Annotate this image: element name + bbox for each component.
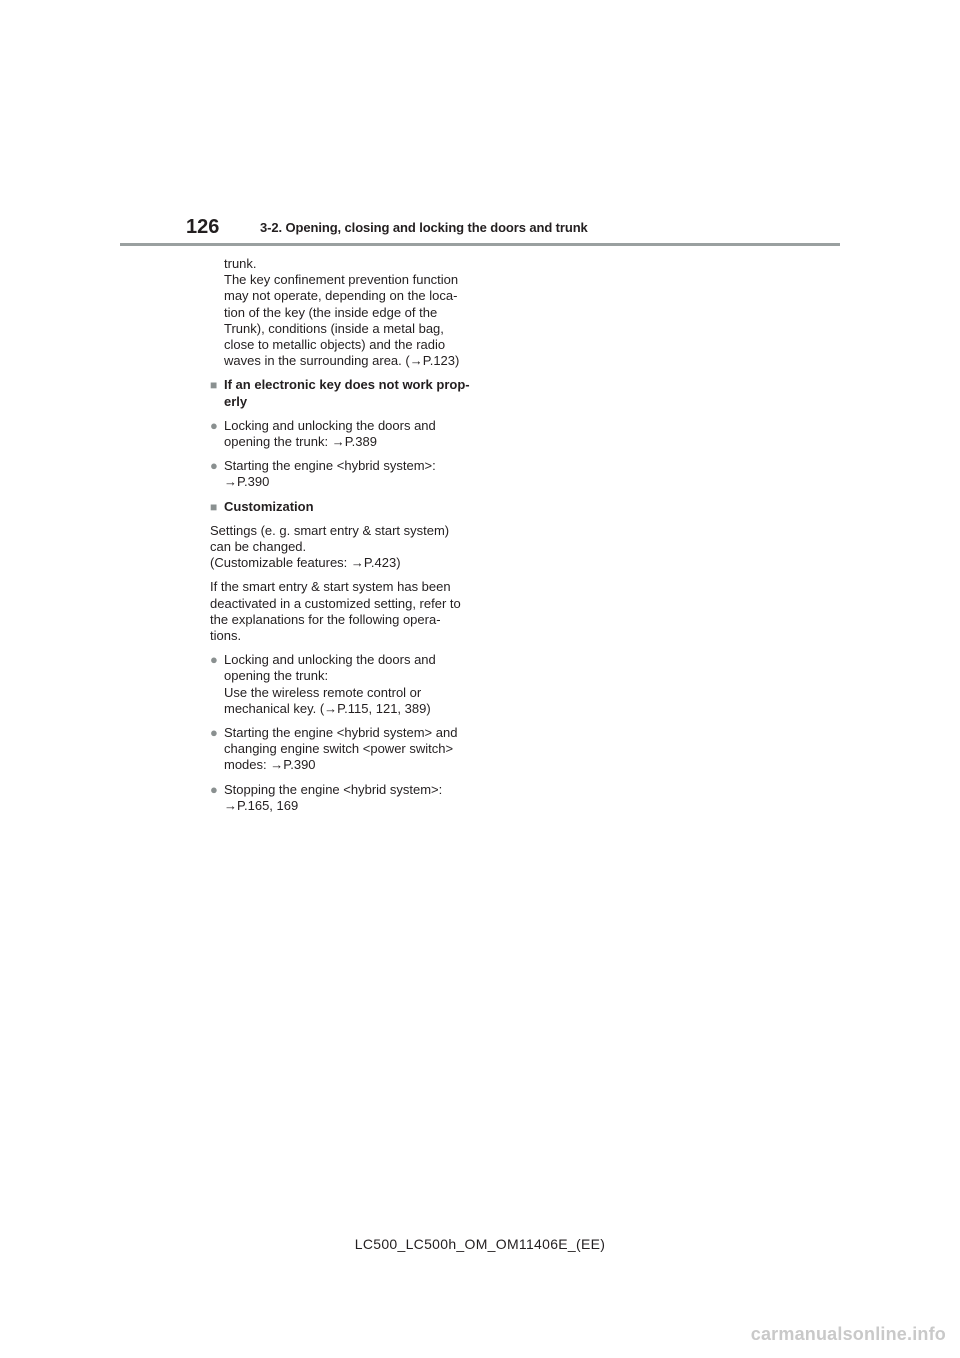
square-heading-icon: ■ bbox=[210, 499, 218, 514]
subheading-text: If an electronic key does not work prop- erly bbox=[224, 377, 470, 409]
list-item-text: Locking and unlocking the doors and opening the trunk: Use the wireless remote control or mechanical key. (→P.115, 121, 389) bbox=[224, 652, 436, 716]
page-number: 126 bbox=[186, 216, 220, 238]
square-heading-icon: ■ bbox=[210, 378, 218, 393]
bullet-dot-icon: ● bbox=[210, 458, 218, 474]
main-content bbox=[210, 256, 472, 822]
list-item-text: Locking and unlocking the doors and opening the trunk: →P.389 bbox=[224, 417, 436, 450]
list-item bbox=[210, 458, 472, 490]
subheading-text: Customization bbox=[224, 498, 314, 514]
customization-paragraph: Settings (e. g. smart entry & start system) can be changed. (Customizable features: →P.423) bbox=[210, 522, 450, 571]
intro-paragraph: trunk. The key confinement prevention function may not operate, depending on the loca- tion of the key (the inside edge of the Trunk), conditions (inside a metal bag, close to metallic objects) and the radio waves in the surrounding area. (→P.123) bbox=[224, 256, 460, 369]
deactivated-paragraph: If the smart entry & start system has been deactivated in a customized setting, refer to the explanations for the following opera- tions. bbox=[210, 579, 461, 644]
bullet-dot-icon: ● bbox=[210, 725, 218, 741]
header-divider bbox=[120, 243, 840, 246]
bullet-dot-icon: ● bbox=[210, 781, 218, 797]
list-item-text: Starting the engine <hybrid system>: →P.390 bbox=[224, 458, 436, 490]
list-item bbox=[210, 652, 472, 717]
bullet-dot-icon: ● bbox=[210, 417, 218, 433]
list-item bbox=[210, 725, 472, 774]
subheading-electronic-key bbox=[210, 377, 472, 409]
document-code: LC500_LC500h_OM_OM11406E_(EE) bbox=[354, 1236, 606, 1252]
page-header bbox=[0, 0, 960, 250]
list-item-text: Starting the engine <hybrid system> and changing engine switch <power switch> modes: →P.390 bbox=[224, 725, 458, 773]
section-title: 3-2. Opening, closing and locking the doors and trunk bbox=[260, 220, 588, 235]
subheading-customization bbox=[210, 499, 472, 515]
list-item bbox=[210, 782, 472, 814]
list-item-text: Stopping the engine <hybrid system>: →P.165, 169 bbox=[224, 781, 443, 813]
watermark: carmanualsonline.info bbox=[750, 1324, 946, 1344]
list-item bbox=[210, 418, 472, 450]
bullet-dot-icon: ● bbox=[210, 652, 218, 668]
